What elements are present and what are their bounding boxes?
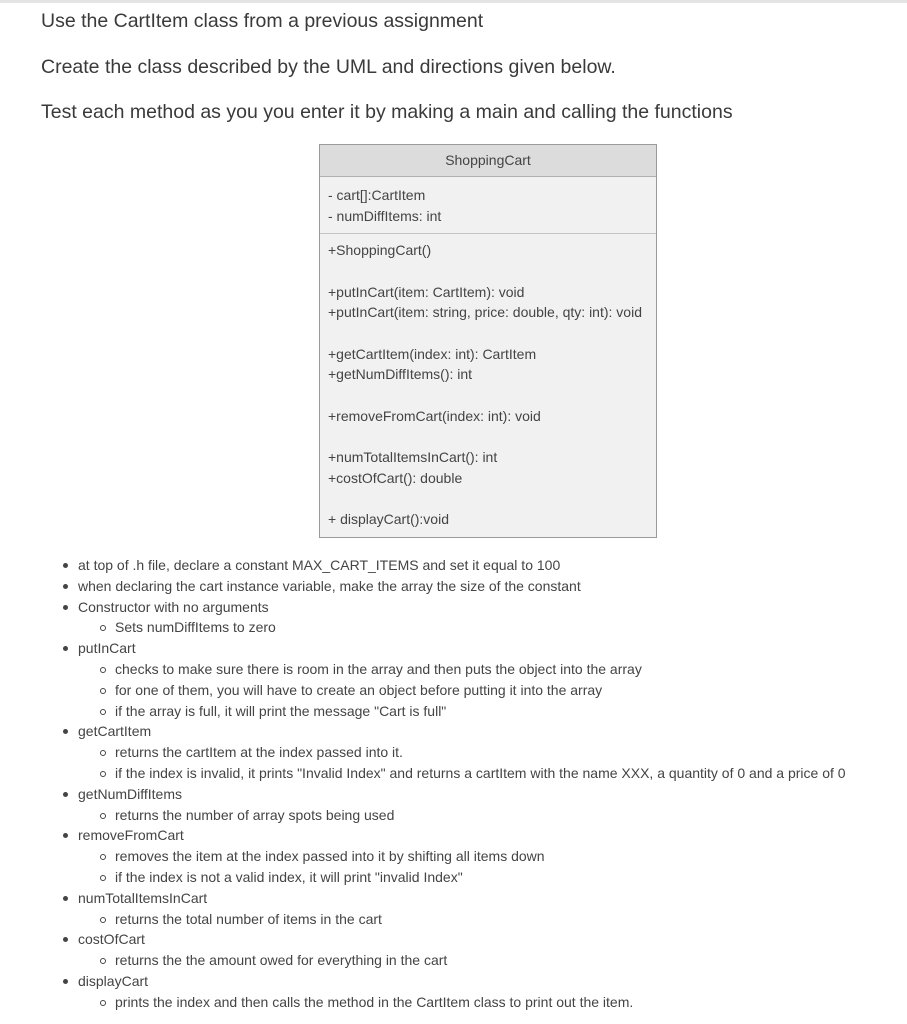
direction-subitem: checks to make sure there is room in the array and then puts the object into the array <box>61 659 846 680</box>
instruction-line: Test each method as you you enter it by making a main and calling the functions <box>41 101 733 123</box>
uml-method: +getNumDiffItems(): int <box>328 366 473 382</box>
direction-subitem: returns the total number of items in the cart <box>61 909 846 930</box>
uml-attribute: - numDiffItems: int <box>328 207 442 224</box>
direction-subitem: if the index is not a valid index, it will print "invalid Index" <box>61 867 846 888</box>
direction-subitem: returns the number of array spots being used <box>61 805 846 826</box>
direction-subitem: Sets numDiffItems to zero <box>61 617 846 638</box>
uml-method: +numTotalItemsInCart(): int <box>328 449 498 465</box>
direction-item: at top of .h file, declare a constant MAX_CART_ITEMS and set it equal to 100 <box>61 555 846 576</box>
uml-method-spacer <box>328 488 656 509</box>
uml-attributes <box>320 177 656 234</box>
uml-method: +removeFromCart(index: int): void <box>328 407 541 424</box>
uml-class-name: ShoppingCart <box>320 145 656 177</box>
direction-item: Constructor with no arguments <box>61 597 846 618</box>
uml-method-spacer <box>328 385 656 406</box>
direction-item: putInCart <box>61 638 846 659</box>
uml-method-spacer <box>328 261 656 282</box>
direction-subitem: prints the index and then calls the method in the CartItem class to print out the item. <box>61 992 846 1013</box>
direction-item: displayCart <box>61 971 846 992</box>
uml-method-spacer <box>328 323 656 344</box>
direction-item: removeFromCart <box>61 825 846 846</box>
directions-list <box>61 555 846 1013</box>
direction-subitem: returns the cartItem at the index passed into it. <box>61 742 846 763</box>
uml-method-spacer <box>328 426 656 447</box>
uml-class-diagram <box>319 144 657 538</box>
direction-subitem: if the array is full, it will print the message "Cart is full" <box>61 701 846 722</box>
uml-method: +putInCart(item: CartItem): void <box>328 283 525 300</box>
uml-method: +putInCart(item: string, price: double, qty: int): void <box>328 304 642 320</box>
uml-method: +getCartItem(index: int): CartItem <box>328 345 537 362</box>
instruction-line: Create the class described by the UML and directions given below. <box>41 56 616 78</box>
direction-item: getNumDiffItems <box>61 784 846 805</box>
direction-item: costOfCart <box>61 929 846 950</box>
top-divider <box>0 0 907 3</box>
direction-subitem: removes the item at the index passed into it by shifting all items down <box>61 846 846 867</box>
uml-methods <box>320 234 656 530</box>
uml-attribute: - cart[]:CartItem <box>328 187 426 203</box>
direction-item: numTotalItemsInCart <box>61 888 846 909</box>
direction-subitem: if the index is invalid, it prints "Invalid Index" and returns a cartItem with the name XXX, a quantity of 0 and a price of 0 <box>61 763 846 784</box>
direction-item: when declaring the cart instance variable, make the array the size of the constant <box>61 576 846 597</box>
uml-method: +ShoppingCart() <box>328 242 432 258</box>
uml-method: +costOfCart(): double <box>328 469 463 486</box>
direction-subitem: for one of them, you will have to create an object before putting it into the array <box>61 680 846 701</box>
direction-item: getCartItem <box>61 721 846 742</box>
instruction-line: Use the CartItem class from a previous assignment <box>41 10 484 32</box>
uml-method: + displayCart():void <box>328 511 449 527</box>
direction-subitem: returns the the amount owed for everything in the cart <box>61 950 846 971</box>
